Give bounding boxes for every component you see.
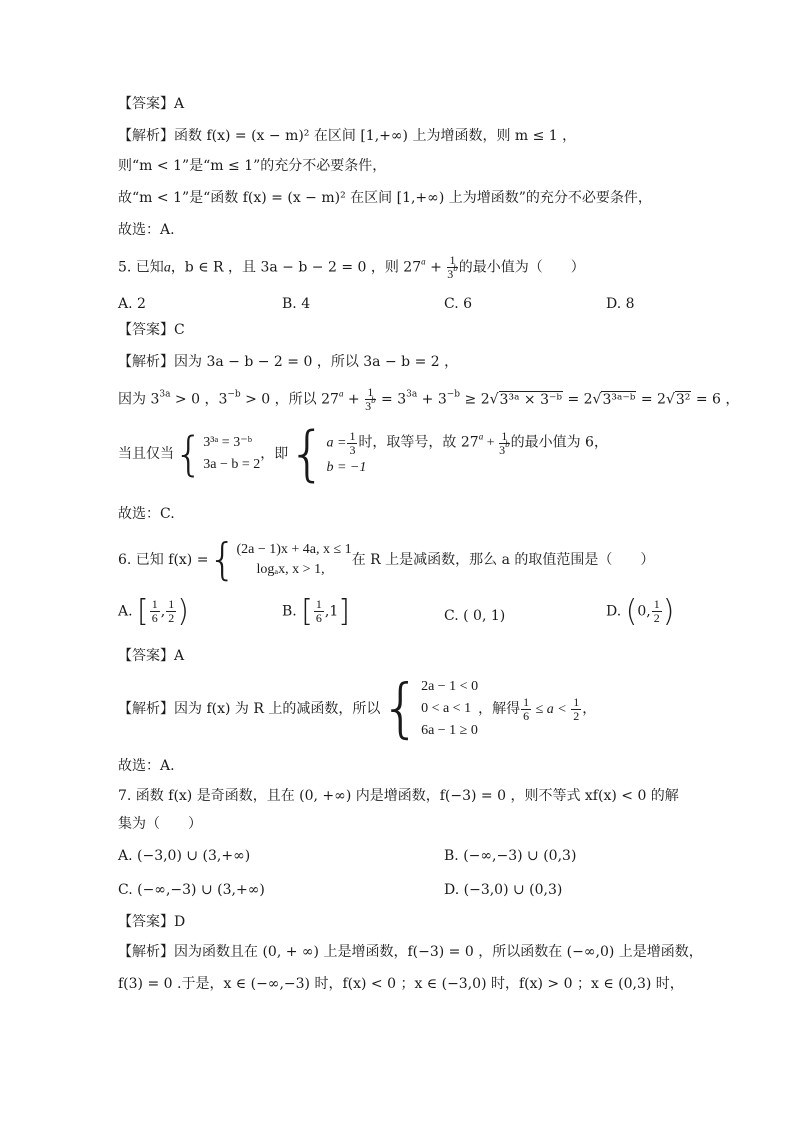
- q7-analysis-line-2: f(3) = 0 .于是，x ∈ (−∞,−3) 时，f(x) < 0 ；x ∈ (−3,0) 时，f(x) > 0 ；x ∈ (0,3) 时，: [118, 976, 684, 992]
- q6-opt-d-num: 1: [653, 597, 660, 611]
- q5-plus: +: [425, 259, 447, 276]
- q5-sys2-frac2-num: 1: [499, 430, 510, 444]
- q5-fraction: [447, 254, 458, 281]
- q7-answer: 【答案】D: [118, 914, 186, 930]
- q5-analysis-1: 【解析】因为 3a − b − 2 = 0 ，所以 3a − b = 2 ，: [118, 354, 459, 370]
- q5-stem-suffix: 的最小值为（ ）: [458, 259, 585, 276]
- q5-stem: [118, 254, 585, 281]
- q5-sys2-den: 3: [349, 442, 356, 457]
- q6-opt-a-frac2: [166, 598, 176, 625]
- q5-sys2-brace: {: [288, 419, 327, 489]
- q5-sys2-frac: [347, 430, 357, 457]
- q5-a3-prefix: 当且仅当: [118, 446, 174, 462]
- q5-sys1-row2: 3a − b = 2: [203, 457, 261, 472]
- q5-option-b: B. 4: [282, 296, 311, 312]
- q5-a2-eq3: = 2: [636, 391, 666, 408]
- q6-piecewise: [236, 540, 351, 580]
- q5-analysis-3: [118, 419, 608, 489]
- q4-analysis-line-3: 故“m < 1”是“函数 f(x) = (x − m)² 在区间 [1,+∞) 上为增函数”的充分不必要条件，: [118, 190, 652, 206]
- q5-a3-suffix: 的最小值为 6，: [510, 434, 608, 451]
- q5-a2-plus: +: [343, 391, 365, 408]
- q6-opt-d-left: (: [625, 593, 638, 629]
- q5-option-d: D. 8: [606, 296, 635, 312]
- q6-opt-a-letter: A.: [118, 603, 133, 620]
- q6-analysis: [118, 672, 597, 746]
- q6-result-den1: 6: [523, 708, 530, 723]
- q5-sys2-plus: +: [483, 435, 499, 451]
- q6-option-d: [606, 593, 675, 629]
- q6-opt-a-den1: 6: [151, 611, 158, 625]
- q5-a2-mid2: > 0 ，所以 27: [240, 391, 339, 408]
- q5-frac-den: [447, 263, 458, 281]
- q6-opt-a-den2: 2: [168, 611, 175, 625]
- q6-answer: 【答案】A: [118, 648, 185, 664]
- q6-opt-a-left: [: [137, 593, 149, 629]
- q4-analysis-line-2: 则“m < 1”是“m ≤ 1”的充分不必要条件，: [118, 158, 387, 174]
- q6-opt-c-text: ( 0, 1): [463, 608, 506, 624]
- q6-piece1: (2a − 1)x + 4a, x ≤ 1: [236, 542, 352, 557]
- q6-opt-a-frac1: [150, 598, 160, 625]
- q5-sys2-frac2-den: [499, 438, 510, 457]
- q5-a2-frac-den-base: 3: [365, 399, 372, 413]
- q6-opt-d-den: 2: [653, 611, 660, 625]
- q5-sys1-brace: {: [174, 427, 204, 481]
- q5-answer: 【答案】C: [118, 322, 185, 338]
- q5-a2-fraction: [365, 386, 376, 413]
- q5-stem-prefix: 5. 已知: [118, 259, 164, 276]
- q6-result-num1: 1: [523, 694, 530, 709]
- q5-a2-eq1: = 3: [376, 391, 407, 408]
- q6-sys: [421, 676, 478, 742]
- q6-option-b: [282, 593, 351, 629]
- q5-sqrt-1: 3³ᵃ × 3⁻ᵇ: [499, 391, 562, 408]
- q5-sys2-row1: [326, 430, 607, 457]
- q6-opt-b-den: 6: [315, 611, 322, 625]
- q6-sys-row1: 2a − 1 < 0: [421, 679, 479, 694]
- q4-answer: 【答案】A: [118, 96, 185, 112]
- q5-a2-geq: ≥ 2: [460, 391, 490, 408]
- q5-option-a: A. 2: [118, 296, 146, 312]
- q6-opt-a-right: ): [177, 593, 189, 629]
- q6-result-num2: 1: [573, 694, 580, 709]
- q6-opt-c-letter: C.: [444, 608, 459, 624]
- q6-piece-brace: {: [208, 534, 237, 585]
- q7-stem-line-1: 7. 函数 f(x) 是奇函数，且在 (0, +∞) 内是增函数，f(−3) = 0 ，则不等式 xf(x) < 0 的解: [118, 788, 679, 804]
- q6-opt-a-num2: 1: [168, 597, 175, 611]
- q6-opt-d-frac: [652, 598, 662, 625]
- q5-sys1-row1: 3³ᵃ = 3⁻ᵇ: [203, 435, 252, 450]
- q6-result-frac2: [571, 696, 581, 723]
- q5-select: 故选：C.: [118, 506, 175, 522]
- q6-opt-a-num1: 1: [151, 597, 158, 611]
- q5-frac-den-exp: b: [453, 263, 458, 273]
- q5-sys2-frac2-den-base: 3: [499, 442, 506, 457]
- q7-option-c: C. (−∞,−3) ∪ (3,+∞): [118, 882, 265, 898]
- q5-a2-exp4: 3a: [406, 389, 418, 400]
- q5-sys2-num: 1: [349, 428, 356, 443]
- q5-a2-frac-den-exp: b: [371, 395, 376, 405]
- q5-frac-num: 1: [447, 254, 458, 268]
- q6-result-frac1: [521, 696, 531, 723]
- q6-analysis-suffix: ，: [582, 701, 597, 717]
- q6-stem-prefix: 6. 已知 f(x) =: [118, 552, 209, 568]
- q5-a2-exp5: −b: [446, 389, 461, 400]
- q6-opt-d-letter: D.: [606, 603, 622, 620]
- q5-var-a: a: [163, 260, 171, 276]
- q5-frac-den-base: 3: [447, 267, 454, 281]
- q7-analysis-line-1: 【解析】因为函数且在 (0, + ∞) 上是增函数，f(−3) = 0 ，所以函数在 (−∞,0) 上是增函数，: [118, 944, 703, 960]
- q5-option-c: C. 6: [444, 296, 473, 312]
- q6-opt-b-left: [: [301, 593, 313, 629]
- q5-a2-plus2: + 3: [417, 391, 447, 408]
- q5-a2-frac-num: 1: [365, 386, 376, 400]
- q5-a2-frac-den: [365, 395, 376, 413]
- q6-stem-suffix: 在 R 上是减函数，那么 a 的取值范围是（ ）: [351, 552, 655, 568]
- q7-stem-line-2: 集为（ ）: [118, 816, 202, 832]
- q6-stem: [118, 534, 655, 585]
- q6-sys-brace: {: [380, 672, 422, 746]
- q6-result-mid: ≤ a <: [532, 702, 571, 717]
- q5-sys2-row2: b = −1: [326, 459, 367, 475]
- q6-piece2: logₐx, x > 1,: [256, 562, 325, 577]
- q6-analysis-prefix: 【解析】因为 f(x) 为 R 上的减函数，所以: [118, 701, 381, 717]
- q5-a2-exp1: 3a: [159, 389, 171, 400]
- q6-opt-b-sep: ,: [324, 603, 330, 620]
- q7-option-b: B. (−∞,−3) ∪ (0,3): [444, 848, 577, 864]
- q5-sqrt-2: 3³ᵃ⁻ᵇ: [602, 391, 636, 408]
- q6-result-den2: 2: [573, 708, 580, 723]
- q5-stem-mid: ，b ∈ R ，且 3a − b − 2 = 0 ，则 27: [170, 259, 422, 276]
- q6-option-a: [118, 593, 189, 629]
- q6-option-c: [444, 606, 505, 626]
- q5-a2-mid1: > 0 ，3: [170, 391, 228, 408]
- q5-sys1: [203, 432, 260, 476]
- q5-sys2-frac2: [499, 430, 510, 457]
- q5-sys2: [326, 430, 607, 479]
- q6-opt-a-sep: ,: [160, 603, 166, 620]
- q7-option-d: D. (−3,0) ∪ (0,3): [444, 882, 563, 898]
- q5-sqrt-3: 3²: [675, 391, 691, 408]
- q6-select: 故选：A.: [118, 758, 175, 774]
- q5-a2-exp3: a: [338, 388, 344, 399]
- q6-opt-d-head: 0,: [637, 603, 651, 620]
- q6-opt-d-right: ): [662, 593, 675, 629]
- q5-sys2-lhs: a =: [326, 435, 347, 451]
- q5-sys2-suffix: 时，取等号，故 27: [358, 434, 479, 451]
- q6-opt-b-tail: 1: [329, 603, 339, 620]
- q5-a2-eq4: = 6 ，: [691, 391, 740, 408]
- q4-analysis-line-1: 【解析】函数 f(x) = (x − m)² 在区间 [1,+∞) 上为增函数，则 m ≤ 1 ，: [118, 128, 577, 144]
- q5-a3-mid: ，即: [260, 446, 289, 462]
- q5-a2-prefix: 因为 3: [118, 391, 160, 408]
- q6-analysis-mid: ，解得: [478, 701, 521, 717]
- q5-sys2-frac2-den-exp: b: [505, 438, 510, 449]
- q4-select: 故选：A.: [118, 222, 175, 238]
- q6-opt-b-num: 1: [315, 597, 322, 611]
- q6-sys-row2: 0 < a < 1: [421, 701, 472, 716]
- q5-a2-exp2: −b: [227, 389, 241, 400]
- q5-exp-a: a: [421, 256, 426, 267]
- q5-analysis-2: 因为 $3^{3a} > 0$ ，$3^{-b} > 0$ ，所以 $27^a$ + $\frac{1}{3^b}$ = $3^{3a} + 3^{-b}$ ≥ 2√3³ᵃ × 3⁻ᵇ = 2√3³ᵃ⁻ᵇ = 2√3² = 6 ，: [118, 385, 740, 413]
- q5-a2-eq2: = 2: [563, 391, 593, 408]
- q5-sys2-exp: a: [478, 431, 484, 442]
- q7-option-a: A. (−3,0) ∪ (3,+∞): [118, 848, 251, 864]
- q6-opt-b-letter: B.: [282, 603, 297, 620]
- q6-opt-b-frac: [314, 598, 324, 625]
- q6-sys-row3: 6a − 1 ≥ 0: [421, 723, 478, 738]
- q6-opt-b-right: ]: [338, 593, 351, 629]
